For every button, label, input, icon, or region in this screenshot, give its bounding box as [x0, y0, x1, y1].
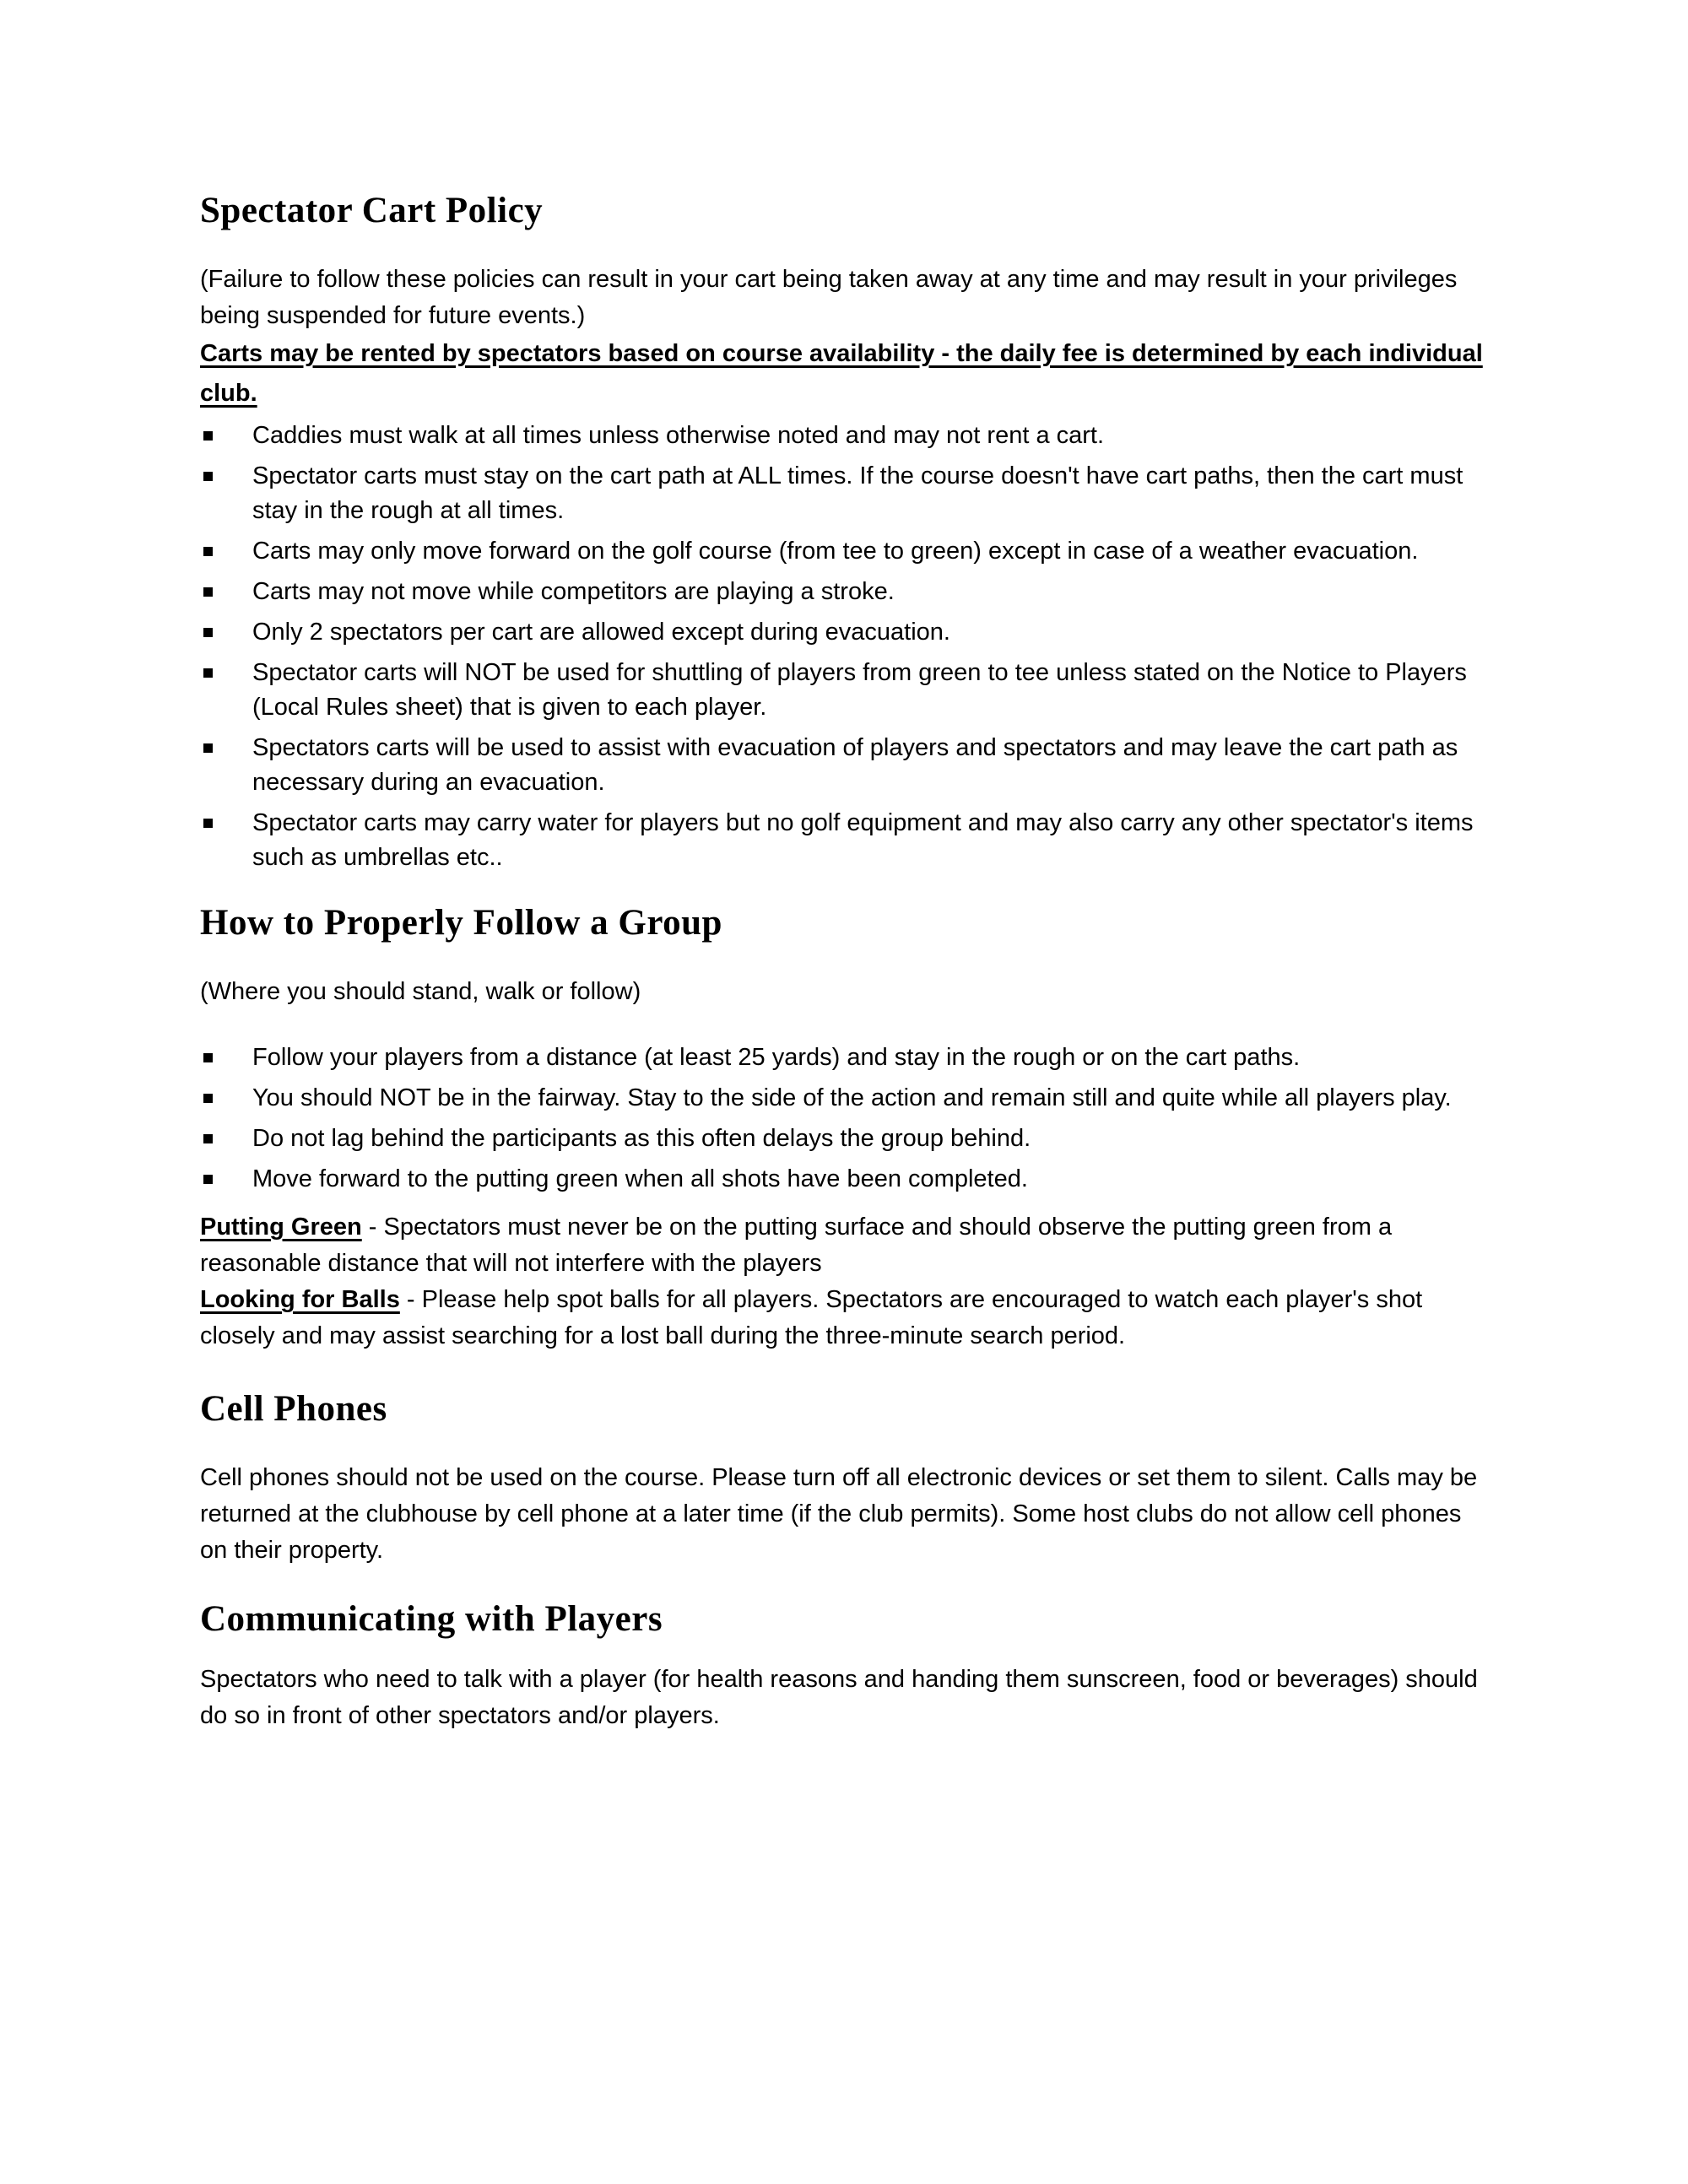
- list-item-text: Spectator carts may carry water for players but no golf equipment and may also carry any other spectator's items such as umbrellas etc..: [252, 809, 1474, 871]
- bullet-square-icon: [203, 587, 213, 597]
- bullet-square-icon: [203, 1053, 213, 1062]
- putting-green-text: - Spectators must never be on the putting surface and should observe the putting green from a reasonable distance that will not interfere with the players: [200, 1214, 1393, 1277]
- list-item: [200, 1162, 1491, 1197]
- bullet-square-icon: [203, 628, 213, 637]
- list-item-text: Move forward to the putting green when all shots have been completed.: [252, 1165, 1028, 1192]
- list-item: [200, 575, 1491, 609]
- list-item: [200, 1041, 1491, 1075]
- list-item-text: Carts may only move forward on the golf course (from tee to green) except in case of a weather evacuation.: [252, 538, 1419, 565]
- bullet-square-icon: [203, 431, 213, 441]
- list-item-text: You should NOT be in the fairway. Stay to the side of the action and remain still and quite while all players play.: [252, 1084, 1452, 1111]
- list-item-text: Spectators carts will be used to assist with evacuation of players and spectators and may leave the cart path as necessary during an evacuation.: [252, 734, 1458, 796]
- bullet-square-icon: [203, 1094, 213, 1103]
- list-item-text: Do not lag behind the participants as this often delays the group behind.: [252, 1125, 1031, 1152]
- bullet-square-icon: [203, 743, 213, 753]
- list-item: [200, 731, 1491, 800]
- putting-green-paragraph: [200, 1209, 1491, 1282]
- bullet-square-icon: [203, 1134, 213, 1143]
- list-item-text: Spectator carts will NOT be used for shuttling of players from green to tee unless stated on the Notice to Players (Local Rules sheet) that is given to each player.: [252, 659, 1467, 721]
- bullet-square-icon: [203, 1175, 213, 1184]
- list-item: [200, 419, 1491, 453]
- putting-green-lead: Putting Green: [200, 1214, 362, 1241]
- bullet-square-icon: [203, 547, 213, 556]
- list-item: [200, 1122, 1491, 1156]
- list-item: [200, 534, 1491, 569]
- list-item-text: Follow your players from a distance (at least 25 yards) and stay in the rough or on the cart paths.: [252, 1044, 1301, 1071]
- section-heading-follow-a-group: How to Properly Follow a Group: [200, 903, 722, 943]
- looking-for-balls-text: - Please help spot balls for all players. Spectators are encouraged to watch each player's shot closely and may assist searching for a lost ball during the three-minute search period.: [200, 1286, 1423, 1349]
- cart-policy-intro-paragraph: (Failure to follow these policies can result in your cart being taken away at any time and may result in your privileges being suspended for future events.): [200, 266, 1458, 329]
- list-item-text: Spectator carts must stay on the cart path at ALL times. If the course doesn't have cart paths, then the cart must stay in the rough at all times.: [252, 462, 1463, 524]
- communicating-paragraph: Spectators who need to talk with a player (for health reasons and handing them sunscreen, food or beverages) should do so in front of other spectators and/or players.: [200, 1666, 1478, 1729]
- list-item-text: Carts may not move while competitors are playing a stroke.: [252, 578, 895, 605]
- bullet-square-icon: [203, 472, 213, 481]
- looking-for-balls-paragraph: [200, 1282, 1491, 1354]
- bullet-square-icon: [203, 819, 213, 828]
- list-item-text: Caddies must walk at all times unless otherwise noted and may not rent a cart.: [252, 422, 1105, 449]
- looking-for-balls-lead: Looking for Balls: [200, 1286, 400, 1313]
- section-heading-cell-phones: Cell Phones: [200, 1389, 387, 1429]
- list-item: [200, 656, 1491, 725]
- list-item-text: Only 2 spectators per cart are allowed except during evacuation.: [252, 619, 950, 646]
- follow-group-intro-paragraph: (Where you should stand, walk or follow): [200, 978, 641, 1005]
- cart-rental-notice: Carts may be rented by spectators based on course availability - the daily fee is determined by each individual club.: [200, 340, 1483, 407]
- cell-phones-paragraph: Cell phones should not be used on the course. Please turn off all electronic devices or set them to silent. Calls may be returned at the clubhouse by cell phone at a later time (if the club permits). Some host clubs do not allow cell phones on their property.: [200, 1464, 1478, 1564]
- list-item: [200, 615, 1491, 650]
- follow-group-list: [200, 1041, 1491, 1197]
- list-item: [200, 1081, 1491, 1116]
- list-item: [200, 459, 1491, 528]
- cart-policy-list: [200, 419, 1491, 875]
- list-item: [200, 806, 1491, 875]
- bullet-square-icon: [203, 668, 213, 678]
- page-title: Spectator Cart Policy: [200, 191, 544, 230]
- section-heading-communicating: Communicating with Players: [200, 1599, 663, 1639]
